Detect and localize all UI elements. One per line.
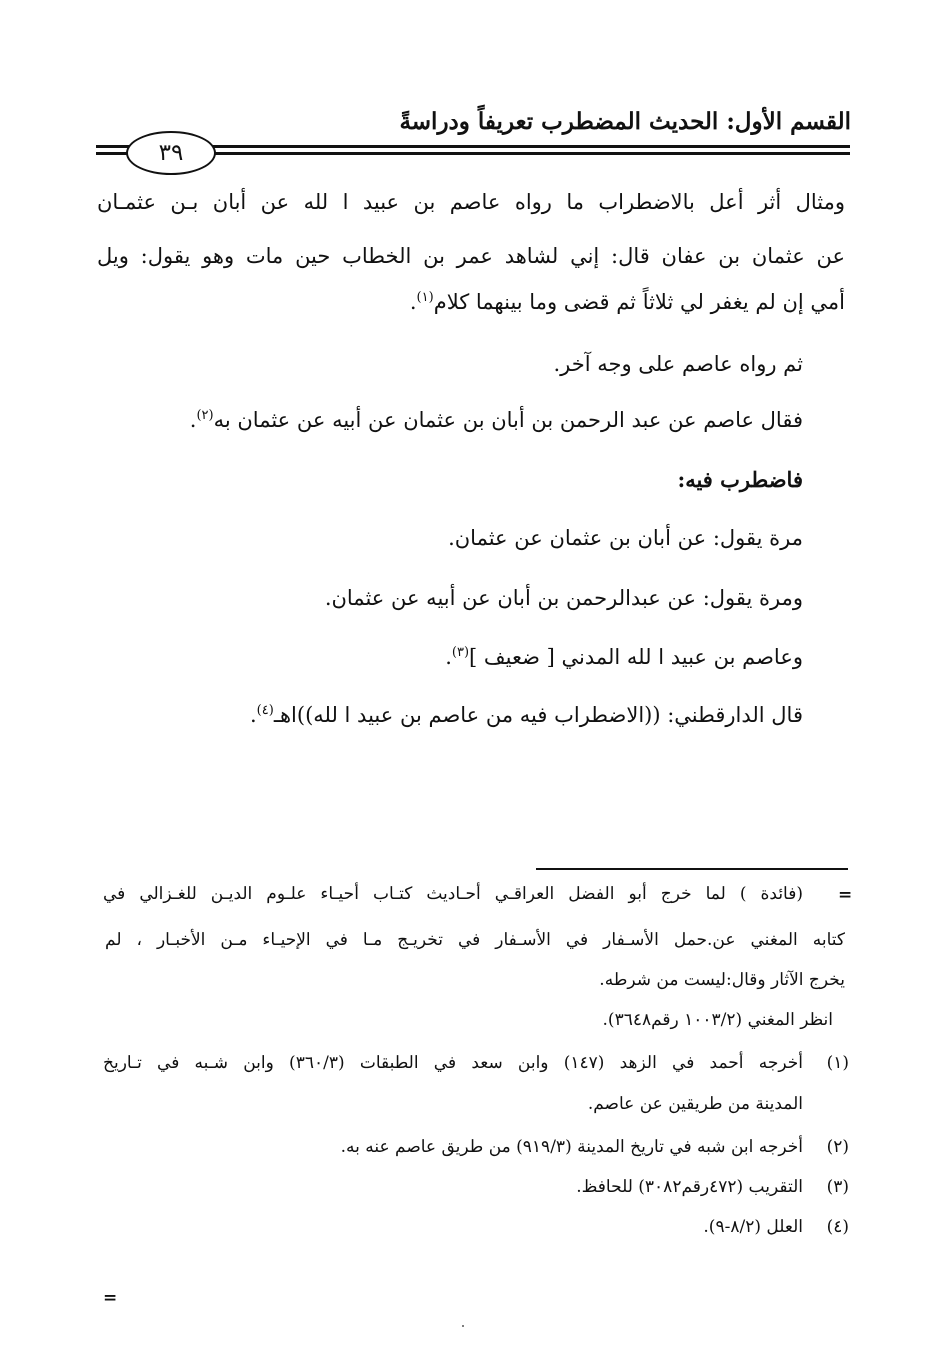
body-line-3 [410,290,845,314]
footnote-ref-3[interactable]: (٣) [451,645,470,660]
body-line-7: ومرة يقول: عن عبدالرحمن بن أبان عن أبيه عن عثمان. [324,586,803,610]
footnote-number-4: (٤) [826,1217,849,1237]
body-line-5-text: فقال عاصم عن عبد الرحمن بن أبان بن عثمان عن أبيه عن عثمان به [213,408,803,432]
footnote-note-line-3: يخرج الآثار وقال:ليست من شرطه. [599,970,845,990]
body-line-8-text: وعاصم بن عبيد ا لله المدني [ ضعيف ] [469,645,803,669]
footnote-1-line-1: أخرجه أحمد في الزهد (١٤٧) وابن سعد في الطبقات (٣٦٠/٣) وابن شـبه في تـاريخ [103,1053,803,1073]
body-line-3-end: . [409,290,417,314]
header-rule-right-bottom [210,152,850,155]
footnote-number-1: (١) [826,1053,849,1073]
footnote-1-line-2: المدينة من طريقين عن عاصم. [587,1094,803,1114]
body-line-5-end: . [189,408,197,432]
footnote-separator [536,868,848,870]
body-line-4: ثم رواه عاصم على وجه آخر. [553,352,803,376]
body-line-5 [190,408,803,432]
footnote-number-2: (٢) [826,1137,849,1157]
footnote-continuation-marker: = [838,885,853,905]
running-header-title: القسم الأول: الحديث المضطرب تعريفاً ودراسةً [399,108,851,135]
body-line-8 [445,645,803,669]
footnote-2-line-1: أخرجه ابن شبه في تاريخ المدينة (٩١٩/٣) من طريق عاصم عنه به. [340,1137,803,1157]
footnote-ref-2[interactable]: (٢) [196,408,214,423]
scan-speck [462,1325,464,1327]
footnote-ref-4[interactable]: (٤) [256,703,274,718]
body-line-9 [250,703,803,727]
footnote-4-line-1: العلل (٨/٢-٩). [703,1217,803,1237]
footnote-ref-1[interactable]: (١) [416,290,434,305]
body-line-2: عن عثمان بن عفان قال: إني لشاهد عمر بن الخطاب حين مات وهو يقول: ويل [97,244,845,268]
footnote-3-line-1: التقريب (٤٧٢رقم٣٠٨٢) للحافظ. [576,1177,803,1197]
body-line-6: مرة يقول: عن أبان بن عثمان عن عثمان. [448,526,803,550]
header-rule-right-top [210,145,850,148]
body-line-8-end: . [445,645,452,669]
footnote-number-3: (٣) [826,1177,849,1197]
footnote-note-line-2: كتابه المغني عن.حمل الأسـفار في الأسـفار في تخريـج مـا في الإحيـاء مـن الأخبـار ، لم [105,930,845,950]
footnote-note-line-4: انظر المغني (١٠٠٣/٢ رقم٣٦٤٨). [602,1010,833,1030]
footnote-note-line-1: (فائدة ) لما خرج أبو الفضل العراقـي أحـاديث كتـاب أحيـاء علـوم الديـن للغـزالي في [103,884,803,904]
body-line-1: ومثال أثر أعل بالاضطراب ما رواه عاصم بن عبيد ا لله عن أبان بـن عثمـان [97,190,845,214]
page-number-badge [126,131,216,175]
body-line-9-end: . [249,703,257,727]
bottom-margin-marker: = [103,1288,118,1308]
page-number: ٣٩ [158,140,184,166]
body-line-3-text: أمي إن لم يغفر لي ثلاثاً ثم قضى وما بينهما كلام [433,290,845,314]
subheading-idtirab: فاضطرب فيه: [677,467,803,492]
body-line-9-text: قال الدارقطني: ((الاضطراب فيه من عاصم بن عبيد ا لله))اهـ [273,703,803,727]
